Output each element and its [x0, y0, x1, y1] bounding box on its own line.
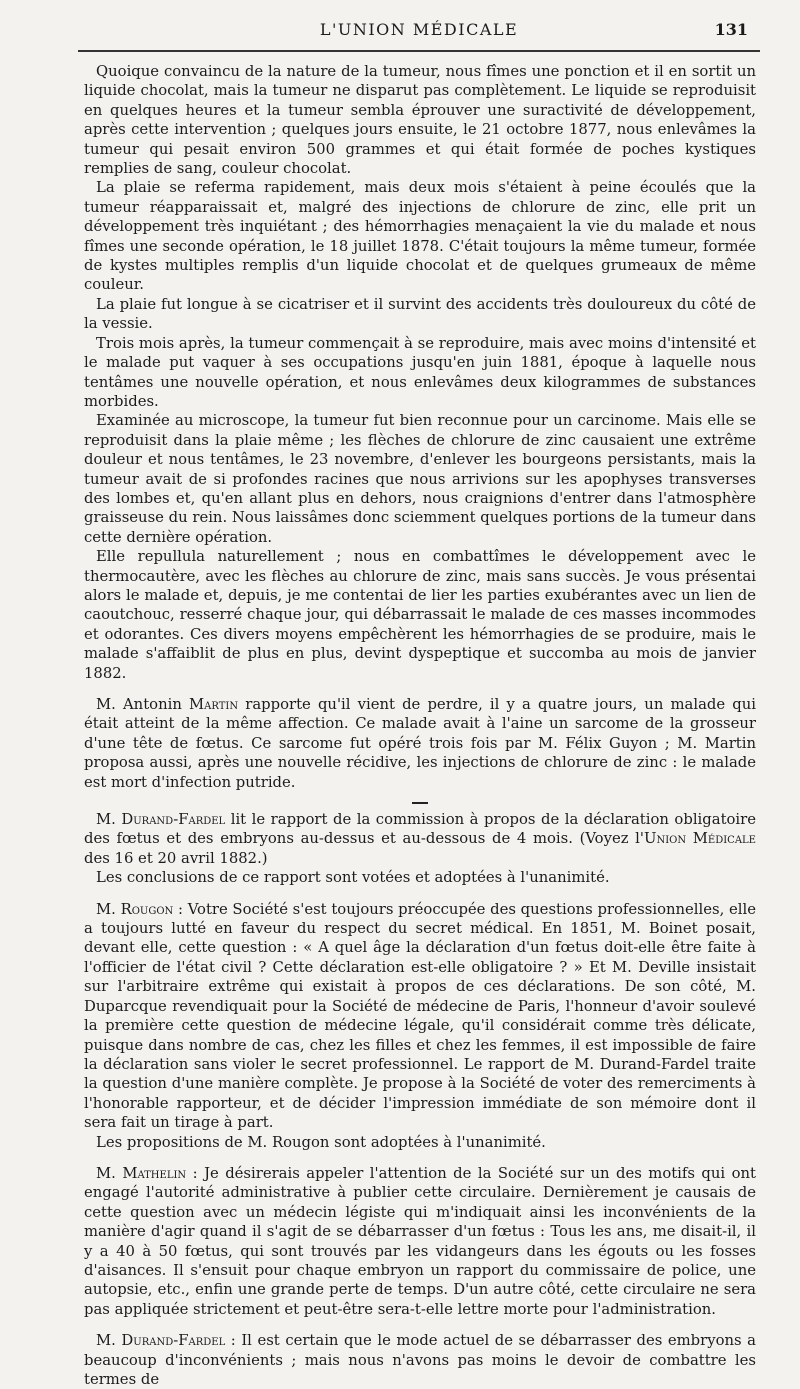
speaker-name: Durand-Fardel	[121, 811, 226, 829]
speaker-name: Martin	[189, 696, 239, 713]
speaker-name: Rougon	[120, 900, 174, 918]
speaker-name: Durand-Fardel	[121, 1332, 226, 1350]
running-header	[78, 20, 760, 46]
paragraph: Examinée au microscope, la tumeur fut bien reconnue pour un carcinome. Mais elle se reproduisit dans la plaie même ; les flèches de chlorure de zinc causaient une extrême douleur et nous tentâmes, le 23 novembre, d'enlever les bourgeons persistants, mais la tumeur avait de si profondes racines que nous arrivions sur les apophyses transverses des lombes et, qu'en allant plus en dehors, nous craignions d'entrer dans l'atmosphère graisseuse du rein. Nous laissâmes donc sciemment quelques portions de la tumeur dans cette dernière opération.	[84, 412, 756, 546]
speaker-name: Mathelin	[122, 1164, 187, 1182]
paragraph: Elle repullula naturellement ; nous en combattîmes le développement avec le thermocautère, avec les flèches au chlorure de zinc, mais sans succès. Je vous présentai alors le malade et, depuis, je me contentai de lier les parties exubérantes avec un lien de caoutchouc, resserré chaque jour, qui débarrassait le malade de ces masses incommodes et odorantes. Ces divers moyens empêchèrent les hémorrhagies de se produire, mais le malade s'affaiblit de plus en plus, devint dyspeptique et succomba au mois de janvier 1882.	[84, 548, 756, 682]
paragraph: La plaie fut longue à se cicatriser et il survint des accidents très douloureux du côté de la vessie.	[84, 295, 756, 333]
section-divider	[412, 802, 428, 804]
article-body	[84, 62, 756, 1389]
paragraph: Les propositions de M. Rougon sont adoptées à l'unanimité.	[96, 1133, 546, 1151]
paragraph: Trois mois après, la tumeur commençait à se reproduire, mais avec moins d'intensité et le malade put vaquer à ses occupations jusqu'en juin 1881, époque à laquelle nous tentâmes une nouvelle opération, et nous enlevâmes deux kilogrammes de substances morbides.	[84, 334, 756, 410]
header-rule	[78, 50, 760, 52]
page-number: 131	[714, 20, 748, 39]
paragraph: Les conclusions de ce rapport sont votées et adoptées à l'unanimité.	[96, 869, 610, 887]
running-title: L'UNION MÉDICALE	[319, 20, 519, 39]
speaker-paragraph: M. Durand-Fardel lit le rapport de la commission à propos de la déclaration obligatoire des fœtus et des embryons au-dessus et au-dessous de 4 mois. (Voyez l'Union Médicale des 16 et 20 avril 1882.)	[84, 811, 756, 867]
speaker-paragraph: M. Durand-Fardel : Il est certain que le mode actuel de se débarrasser des embryons a beaucoup d'inconvénients ; mais nous n'avons pas moins le devoir de combattre les termes de	[84, 1332, 756, 1388]
journal-name: Union Médicale	[643, 830, 756, 848]
paragraph: Quoique convaincu de la nature de la tumeur, nous fîmes une ponction et il en sortit un liquide chocolat, mais la tumeur ne disparut pas complètement. Le liquide se reproduisit en quelques heures et la tumeur sembla éprouver une suractivité de développement, après cette intervention ; quelques jours ensuite, le 21 octobre 1877, nous enlevâmes la tumeur qui pesait environ 500 grammes et qui était formée de poches kystiques remplies de sang, couleur chocolat.	[84, 63, 756, 178]
speaker-paragraph: M. Mathelin : Je désirerais appeler l'attention de la Société sur un des motifs qui ont engagé l'autorité administrative à publier cette circulaire. Dernièrement je causais de cette question avec un médecin légiste qui m'indiquait ainsi les inconvénients de la manière d'agir quand il s'agit de se débarrasser d'un fœtus : Tous les ans, me disait-il, il y a 40 à 50 fœtus, qui sont trouvés par les vidangeurs dans les égouts ou les fosses d'aisances. Il s'ensuit pour chaque embryon un rapport du commissaire de police, une autopsie, etc., enfin une grande perte de temps. D'un autre côté, cette circulaire ne sera pas appliquée strictement et peut-être sera-t-elle lettre morte pour l'administration.	[84, 1164, 756, 1318]
paragraph: La plaie se referma rapidement, mais deux mois s'étaient à peine écoulés que la tumeur réapparaissait et, malgré des injections de chlorure de zinc, elle prit un développement très inquiétant ; des hémorrhagies menaçaient la vie du malade et nous fîmes une seconde opération, le 18 juillet 1878. C'était toujours la même tumeur, formée de kystes multiples remplis d'un liquide chocolat et de quelques grumeaux de même couleur.	[84, 179, 756, 294]
speaker-paragraph: M. Rougon : Votre Société s'est toujours préoccupée des questions professionnelles, elle a toujours lutté en faveur du respect du secret médical. En 1851, M. Boinet posait, devant elle, cette question : « A quel âge la déclaration d'un fœtus doit-elle être faite à l'officier de l'état civil ? Cette déclaration est-elle obligatoire ? » Et M. Deville insistait sur l'arbitraire extrême qui existait à propos de ces déclarations. De son côté, M. Duparcque revendiquait pour la Société de médecine de Paris, l'honneur d'avoir soulevé la première cette question de médecine légale, qu'il considérait comme très délicate, puisque dans nombre de cas, chez les filles et chez les femmes, il est impossible de faire la déclaration sans violer le secret professionnel. Le rapport de M. Durand-Fardel traite la question d'une manière complète. Je propose à la Société de voter des remerciments à l'honorable rapporteur, et de décider l'impression immédiate de son mémoire dont il sera fait un tirage à part.	[84, 900, 757, 1132]
speaker-paragraph: M. Antonin Martin rapporte qu'il vient de perdre, il y a quatre jours, un malade qui était atteint de la même affection. Ce malade avait à l'aine un sarcome de la grosseur d'une tête de fœtus. Ce sarcome fut opéré trois fois par M. Félix Guyon ; M. Martin proposa aussi, après une nouvelle récidive, les injections de chlorure de zinc : le malade est mort d'infection putride.	[84, 696, 757, 791]
